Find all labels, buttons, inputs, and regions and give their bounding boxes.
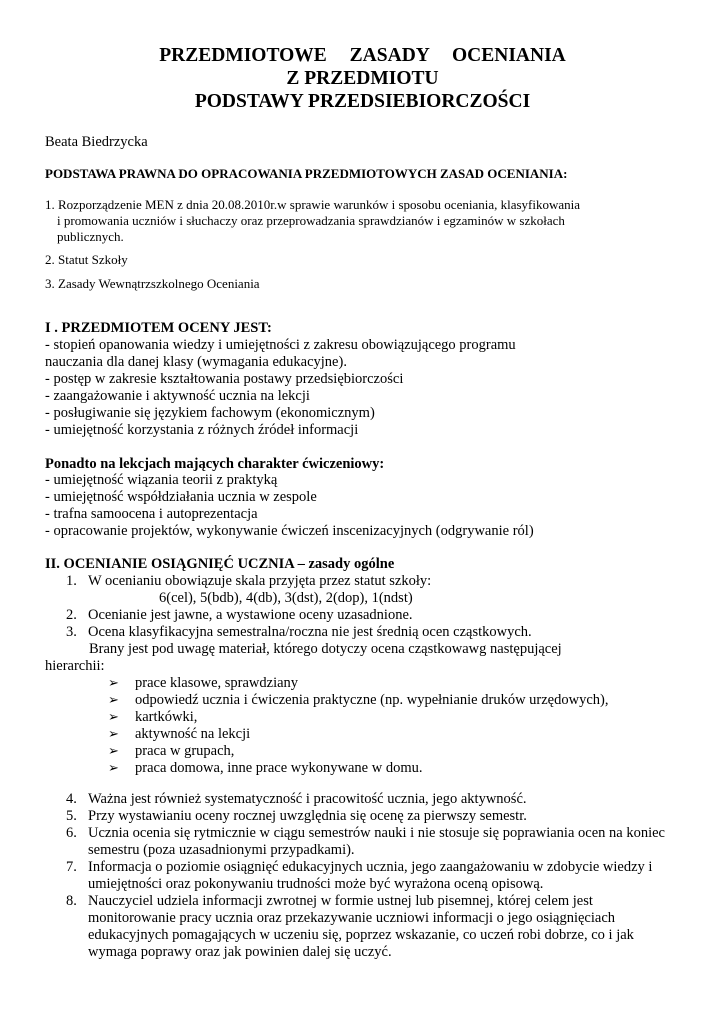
item-line: wymaga poprawy oraz jak powinien dalej się uczyć. xyxy=(88,944,392,960)
section-1-list xyxy=(45,337,516,440)
item-line: monitorowanie pracy ucznia oraz przekazywanie uczniowi informacji o jego osiągnięciach xyxy=(88,910,616,926)
hierarchy-item: ➢ odpowiedź ucznia i ćwiczenia praktyczne (np. wypełnianie druków urzędowych), xyxy=(108,692,609,709)
legal-basis-item-2: 2. Statut Szkoły xyxy=(45,252,128,267)
arrow-bullet-icon: ➢ xyxy=(108,744,119,760)
section-2-heading: II. OCENIANIE OSIĄGNIĘĆ UCZNIA – zasady ogólne xyxy=(45,556,395,572)
item-number: 7. xyxy=(66,859,77,875)
section-1-line: - postęp w zakresie kształtowania postawy przedsiębiorczości xyxy=(45,371,404,388)
legal-basis-item-1-num: 1. xyxy=(45,197,55,212)
item-line: Ucznia ocenia się rytmicznie w ciągu semestrów nauki i nie stosuje się poprawiania ocen na koniec xyxy=(88,825,665,841)
hierarchy-item: ➢ praca w grupach, xyxy=(108,743,235,760)
item-line: edukacyjnych pomagających w uczeniu się, poprzez wskazanie, co uczeń robi dobrze, co i jak xyxy=(88,927,634,943)
item-number: 4. xyxy=(66,791,77,807)
hierarchy-item: ➢ praca domowa, inne prace wykonywane w domu. xyxy=(108,760,423,777)
section-1-heading: I . PRZEDMIOTEM OCENY JEST: xyxy=(45,320,272,336)
item-text: Ocena klasyfikacyjna semestralna/roczna nie jest średnią ocen cząstkowych. xyxy=(88,624,532,640)
item-line: Nauczyciel udziela informacji zwrotnej w formie ustnej lub pisemnej, której celem jest xyxy=(88,893,593,909)
item-line: umiejętności oraz pokonywaniu trudności może być wyrażona oceną opisową. xyxy=(88,876,544,892)
section-2-item-3 xyxy=(66,624,532,641)
legal-basis-item-1-line-2: i promowania uczniów i słuchaczy oraz przeprowadzania sprawdzianów i egzaminów w szkołach xyxy=(57,213,565,228)
grade-scale: 6(cel), 5(bdb), 4(db), 3(dst), 2(dop), 1(ndst) xyxy=(159,590,413,606)
exercise-line: - trafna samoocena i autoprezentacja xyxy=(45,506,258,523)
item-number: 1. xyxy=(66,573,77,589)
item-text: Ważna jest również systematyczność i pracowitość ucznia, jego aktywność. xyxy=(88,791,527,807)
exercise-line: - umiejętność współdziałania ucznia w zespole xyxy=(45,489,317,506)
item-line: semestru (poza uzasadnionymi przypadkami). xyxy=(88,842,355,858)
section-1-line: - stopień opanowania wiedzy i umiejętności z zakresu obowiązującego programu xyxy=(45,337,516,353)
section-2-item-2 xyxy=(66,607,413,624)
item-line: Informacja o poziomie osiągnięć edukacyjnych ucznia, jego zaangażowaniu w zdobycie wiedzy i xyxy=(88,859,653,875)
section-2-item-7 xyxy=(66,859,682,893)
item-number: 3. xyxy=(66,624,77,640)
section-2-item-4 xyxy=(66,791,527,808)
title-line-2: Z PRZEDMIOTU xyxy=(286,68,439,89)
title-line-3: PODSTAWY PRZEDSIEBIORCZOŚCI xyxy=(194,91,531,112)
arrow-bullet-icon: ➢ xyxy=(108,693,119,709)
arrow-bullet-icon: ➢ xyxy=(108,761,119,777)
section-2-item-3-cont-2: hierarchii: xyxy=(45,658,105,674)
legal-basis-heading: PODSTAWA PRAWNA DO OPRACOWANIA PRZEDMIOTOWYCH ZASAD OCENIANIA: xyxy=(45,166,568,181)
hierarchy-item: ➢ kartkówki, xyxy=(108,709,198,726)
section-2-item-6 xyxy=(66,825,682,859)
arrow-bullet-icon: ➢ xyxy=(108,727,119,743)
legal-basis-item-3: 3. Zasady Wewnątrzszkolnego Oceniania xyxy=(45,276,260,291)
section-1-line: - zaangażowanie i aktywność ucznia na lekcji xyxy=(45,388,310,405)
section-1-line: - posługiwanie się językiem fachowym (ekonomicznym) xyxy=(45,405,375,422)
section-2-item-3-cont: Brany jest pod uwagę materiał, którego dotyczy ocena cząstkowawg następującej xyxy=(89,641,562,657)
section-2-item-5 xyxy=(66,808,527,825)
section-2-item-8 xyxy=(66,893,682,961)
title-line-1: PRZEDMIOTOWE ZASADY OCENIANIA xyxy=(159,45,566,66)
hierarchy-item: ➢ aktywność na lekcji xyxy=(108,726,251,743)
section-1-line: nauczania dla danej klasy (wymagania edukacyjne). xyxy=(45,354,347,371)
item-number: 6. xyxy=(66,825,77,841)
legal-basis-item-1 xyxy=(45,197,580,245)
arrow-bullet-icon: ➢ xyxy=(108,676,119,691)
exercise-line: - opracowanie projektów, wykonywanie ćwiczeń inscenizacyjnych (odgrywanie ról) xyxy=(45,523,534,540)
hierarchy-item: ➢ prace klasowe, sprawdziany xyxy=(108,675,299,691)
item-number: 8. xyxy=(66,893,77,909)
hierarchy-list xyxy=(108,675,608,778)
item-text: Przy wystawianiu oceny rocznej uwzględnia się ocenę za pierwszy semestr. xyxy=(88,808,527,824)
arrow-bullet-icon: ➢ xyxy=(108,710,119,726)
exercise-heading: Ponadto na lekcjach mających charakter ćwiczeniowy: xyxy=(45,456,385,472)
item-text: Ocenianie jest jawne, a wystawione oceny uzasadnione. xyxy=(88,607,413,623)
item-number: 2. xyxy=(66,607,77,623)
legal-basis-item-1-line-3: publicznych. xyxy=(57,229,124,244)
exercise-line: - umiejętność wiązania teorii z praktyką xyxy=(45,472,278,488)
section-1-line: - umiejętność korzystania z różnych źródeł informacji xyxy=(45,422,359,439)
author-name: Beata Biedrzycka xyxy=(45,134,148,150)
exercise-list xyxy=(45,472,534,540)
section-2-item-1 xyxy=(66,573,431,590)
item-number: 5. xyxy=(66,808,77,824)
item-text: W ocenianiu obowiązuje skala przyjęta przez statut szkoły: xyxy=(88,573,432,589)
legal-basis-item-1-line-1: Rozporządzenie MEN z dnia 20.08.2010r.w sprawie warunków i sposobu oceniania, klasyfikowania xyxy=(58,197,581,212)
